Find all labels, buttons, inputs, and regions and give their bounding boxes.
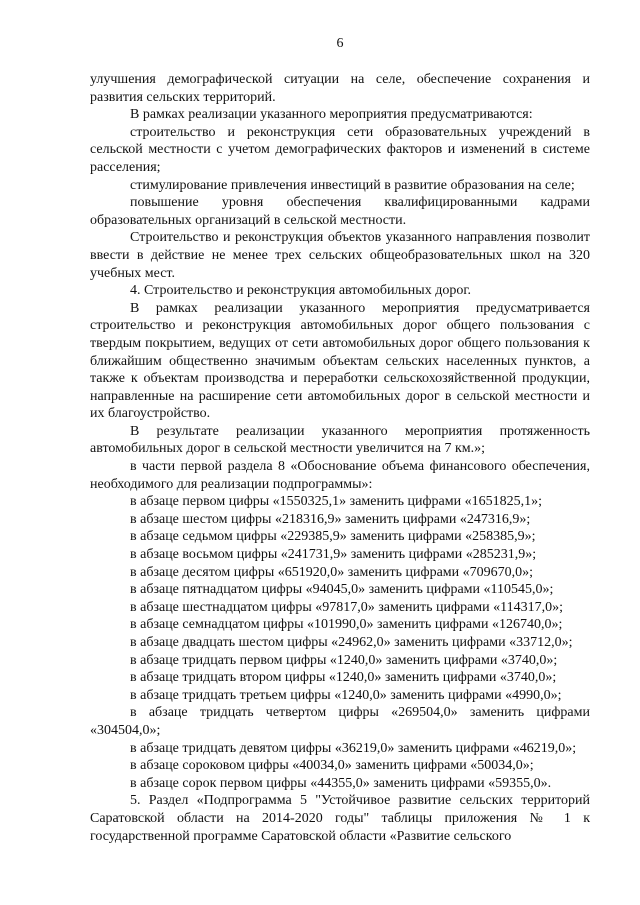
- paragraph: в абзаце пятнадцатом цифры «94045,0» заменить цифрами «110545,0»;: [130, 582, 554, 598]
- paragraph: стимулирование привлечения инвестиций в развитие образования на селе;: [130, 177, 575, 193]
- paragraph: в абзаце тридцать первом цифры «1240,0» заменить цифрами «3740,0»;: [130, 652, 558, 668]
- paragraph: в абзаце шестнадцатом цифры «97817,0» заменить цифрами «114317,0»;: [130, 599, 564, 615]
- paragraph: в части первой раздела 8 «Обоснование объема финансового обеспечения, необходимого для реализации подпрограммы»:: [90, 459, 590, 492]
- paragraph: В рамках реализации указанного мероприятия предусматриваются:: [130, 107, 533, 123]
- paragraph: 4. Строительство и реконструкция автомобильных дорог.: [130, 283, 471, 299]
- paragraph: в абзаце сорок первом цифры «44355,0» заменить цифрами «59355,0».: [130, 775, 552, 791]
- paragraph: повышение уровня обеспечения квалифицированными кадрами образовательных организаций в сельской местности.: [90, 195, 590, 228]
- paragraph: в абзаце восьмом цифры «241731,9» заменить цифрами «285231,9»;: [130, 547, 537, 563]
- paragraph: в абзаце тридцать четвертом цифры «269504,0» заменить цифрами «304504,0»;: [90, 705, 590, 738]
- paragraph: В результате реализации указанного мероприятия протяженность автомобильных дорог в сельской местности увеличится на 7 км.»;: [90, 423, 590, 457]
- paragraph: в абзаце семнадцатом цифры «101990,0» заменить цифрами «126740,0»;: [130, 617, 563, 633]
- paragraph: в абзаце сороковом цифры «40034,0» заменить цифрами «50034,0»;: [130, 758, 534, 774]
- paragraph: В рамках реализации указанного мероприятия предусматривается строительство и реконструкция автомобильных дорог общего пользования с твердым покрытием, ведущих от сети автомобильных дорог общего пользования к ближайшим общественно значимым объектам сельских населенных пунктов, а также к объектам производства и переработки сельскохозяйственной продукции, направленные на расширение сети автомобильных дорог в сельской местности и их благоустройство.: [90, 300, 590, 422]
- paragraph: улучшения демографической ситуации на селе, обеспечение сохранения и развития сельских территорий.: [90, 72, 590, 105]
- paragraph: Строительство и реконструкция объектов указанного направления позволит ввести в действие не менее трех сельских общеобразовательных школ на 320 учебных мест.: [90, 230, 590, 281]
- paragraph: в абзаце тридцать девятом цифры «36219,0» заменить цифрами «46219,0»;: [130, 740, 577, 756]
- paragraph: в абзаце двадцать шестом цифры «24962,0» заменить цифрами «33712,0»;: [130, 635, 573, 650]
- paragraph: в абзаце первом цифры «1550325,1» заменить цифрами «1651825,1»;: [130, 494, 542, 510]
- paragraph: в абзаце десятом цифры «651920,0» заменить цифрами «709670,0»;: [130, 564, 534, 580]
- page-number: 6: [336, 36, 344, 51]
- paragraph: в абзаце тридцать третьем цифры «1240,0» заменить цифрами «4990,0»;: [130, 687, 562, 703]
- paragraph: в абзаце шестом цифры «218316,9» заменить цифрами «247316,9»;: [130, 511, 531, 527]
- paragraph: строительство и реконструкция сети образовательных учреждений в сельской местности с учетом демографических факторов и изменений в системе расселения;: [90, 124, 590, 175]
- paragraph: в абзаце тридцать втором цифры «1240,0» заменить цифрами «3740,0»;: [130, 670, 557, 686]
- paragraph: в абзаце седьмом цифры «229385,9» заменить цифрами «258385,9»;: [130, 529, 536, 545]
- paragraph: 5. Раздел «Подпрограмма 5 "Устойчивое развитие сельских территорий Саратовской области на 2014-2020 годы" таблицы приложения № 1 к государственной программе Саратовской области «Развитие сельского: [90, 793, 590, 844]
- document-body: [90, 71, 590, 845]
